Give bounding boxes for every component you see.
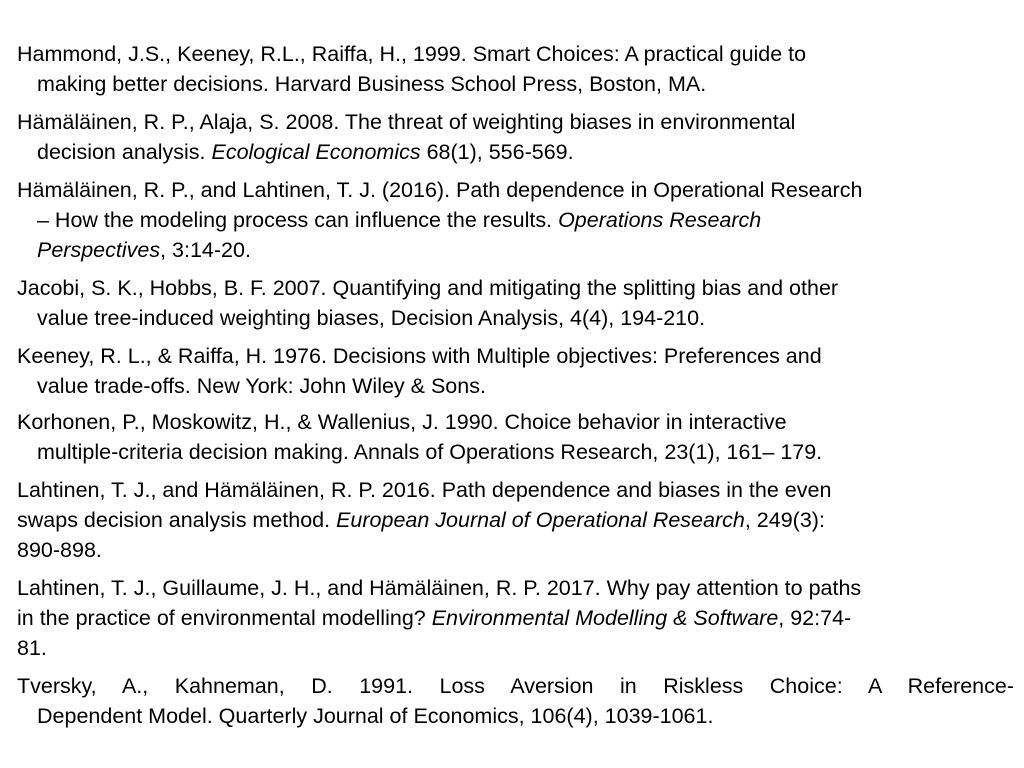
reference-line: 81.	[17, 636, 47, 660]
reference-entry-jacobi	[17, 273, 1024, 333]
reference-line: Dependent Model. Quarterly Journal of Economics, 106(4), 1039-1061.	[37, 704, 714, 728]
reference-line: Jacobi, S. K., Hobbs, B. F. 2007. Quantifying and mitigating the splitting bias and other	[17, 276, 839, 300]
reference-line: Lahtinen, T. J., Guillaume, J. H., and Hämäläinen, R. P. 2017. Why pay attention to paths	[17, 576, 862, 600]
reference-entry-hamalainen-2016	[17, 175, 1024, 265]
reference-line: Tversky, A., Kahneman, D. 1991. Loss Aversion in Riskless Choice: A Reference-	[17, 674, 1014, 698]
reference-line	[17, 137, 1024, 167]
reference-line: Hammond, J.S., Keeney, R.L., Raiffa, H., 1999. Smart Choices: A practical guide to	[17, 42, 807, 66]
reference-entry-korhonen	[17, 407, 1024, 467]
reference-entry-hamalainen-2008	[17, 107, 1024, 167]
reference-entry-lahtinen-2016	[17, 475, 1024, 565]
journal-title: Environmental Modelling & Software	[431, 606, 779, 630]
reference-text: in the practice of environmental modelling?	[17, 606, 432, 630]
reference-text: 68(1), 556-569.	[420, 140, 574, 164]
reference-line	[17, 235, 1024, 265]
journal-title: Operations Research	[558, 208, 762, 232]
reference-line: Hämäläinen, R. P., Alaja, S. 2008. The threat of weighting biases in environmental	[17, 110, 796, 134]
reference-text: , 3:14-20.	[160, 238, 251, 262]
reference-line: Keeney, R. L., & Raiffa, H. 1976. Decisions with Multiple objectives: Preferences and	[17, 344, 822, 368]
reference-text: decision analysis.	[37, 140, 212, 164]
reference-entry-tversky	[17, 671, 1024, 731]
reference-text: – How the modeling process can influence the results.	[37, 208, 559, 232]
journal-title: Ecological Economics	[211, 140, 421, 164]
reference-entry-lahtinen-2017	[17, 573, 1024, 663]
reference-line	[17, 603, 1024, 633]
reference-line: 890-898.	[17, 538, 102, 562]
reference-text: , 92:74-	[778, 606, 852, 630]
reference-line: Korhonen, P., Moskowitz, H., & Wallenius, J. 1990. Choice behavior in interactive	[17, 410, 787, 434]
reference-text: swaps decision analysis method.	[17, 508, 337, 532]
reference-line: Lahtinen, T. J., and Hämäläinen, R. P. 2016. Path dependence and biases in the even	[17, 478, 832, 502]
reference-entry-keeney	[17, 341, 1024, 401]
reference-line: value trade-offs. New York: John Wiley & Sons.	[37, 374, 486, 398]
reference-line: making better decisions. Harvard Business School Press, Boston, MA.	[37, 72, 707, 96]
reference-entry-hammond	[17, 39, 1024, 99]
journal-title: European Journal of Operational Research	[336, 508, 745, 532]
reference-line	[17, 205, 1024, 235]
reference-line	[17, 505, 1024, 535]
reference-line: Hämäläinen, R. P., and Lahtinen, T. J. (2016). Path dependence in Operational Research	[17, 178, 863, 202]
journal-title: Perspectives	[37, 238, 161, 262]
reference-line: multiple-criteria decision making. Annals of Operations Research, 23(1), 161– 179.	[37, 440, 823, 464]
reference-line: value tree-induced weighting biases, Decision Analysis, 4(4), 194-210.	[37, 306, 706, 330]
reference-text: , 249(3):	[744, 508, 825, 532]
